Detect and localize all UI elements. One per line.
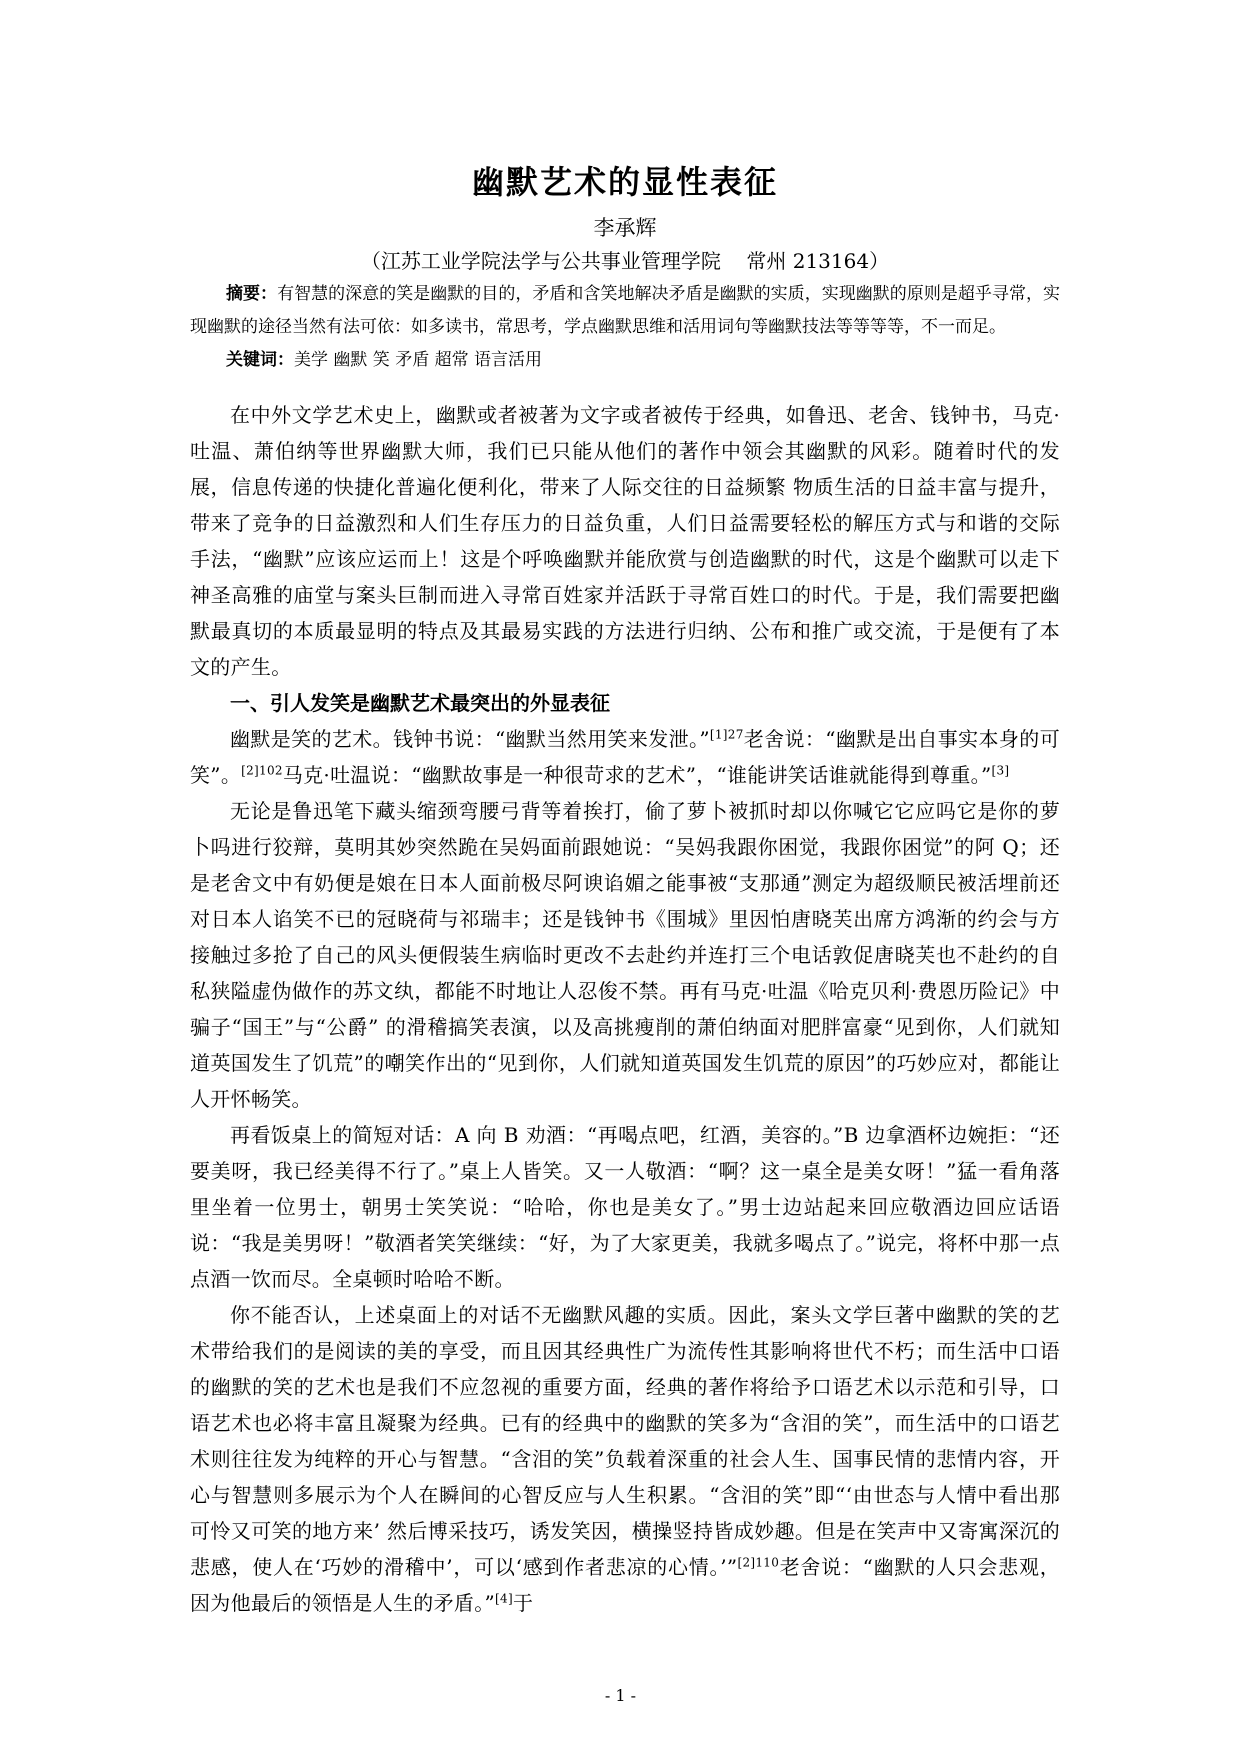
keywords-text: 美学 幽默 笑 矛盾 超常 语言活用: [294, 350, 543, 370]
document-page: [190, 160, 1060, 1621]
body-paragraph: 再看饭桌上的简短对话：A 向 B 劝酒：“再喝点吧，红酒，美容的。”B 边拿酒杯边婉拒：“还要美呀，我已经美得不行了。”桌上人皆笑。又一人敬酒：“啊？这一桌全是美女呀！”猛一看角落里坐着一位男士，朝男士笑笑说：“哈哈，你也是美女了。”男士边站起来回应敬酒边回应话语说：“我是美男呀！”敬酒者笑笑继续：“好，为了大家更美，我就多喝点了。”说完，将杯中那一点点酒一饮而尽。全桌顿时哈哈不断。: [190, 1123, 1060, 1291]
citation: [3]: [991, 763, 1010, 778]
paragraph-text: 你不能否认，上述桌面上的对话不无幽默风趣的实质。因此，案头文学巨著中幽默的笑的艺术带给我们的是阅读的美的享受，而且因其经典性广为流传性其影响将世代不朽；而生活中口语的幽默的笑的艺术也是我们不应忽视的重要方面，经典的著作将给予口语艺术以示范和引导，口语艺术也必将丰富且凝聚为经典。已有的经典中的幽默的笑多为“含泪的笑”，而生活中的口语艺术则往往发为纯粹的开心与智慧。“含泪的笑”负载着深重的社会人生、国事民情的悲情内容，开心与智慧则多展示为个人在瞬间的心智反应与人生积累。“含泪的笑”即“‘由世态与人情中看出那可怜又可笑的地方来’ 然后博采技巧，诱发笑因，横操竖持皆成妙趣。但是在笑声中又寄寓深沉的悲感，使人在‘巧妙的滑稽中’，可以‘感到作者悲凉的心情。’”: [190, 1303, 1060, 1579]
intro-paragraph: 在中外文学艺术史上，幽默或者被著为文字或者被传于经典，如鲁迅、老舍、钱钟书，马克·吐温、萧伯纳等世界幽默大师，我们已只能从他们的著作中领会其幽默的风彩。随着时代的发展，信息传递的快捷化普遍化便利化，带来了人际交往的日益频繁 物质生活的日益丰富与提升，带来了竞争的日益激烈和人们生存压力的日益负重，人们日益需要轻松的解压方式与和谐的交际手法，“幽默”应该应运而上！这是个呼唤幽默并能欣赏与创造幽默的时代，这是个幽默可以走下神圣高雅的庙堂与案头巨制而进入寻常百姓家并活跃于寻常百姓口的时代。于是，我们需要把幽默最真切的本质最显明的特点及其最易实践的方法进行归纳、公布和推广或交流，于是便有了本文的产生。: [190, 403, 1060, 679]
paragraph-text: 老舍说：“幽默的人只会悲观，因为他最后的领悟是人生的矛盾。”: [190, 1555, 1060, 1615]
citation: [2]102: [241, 763, 283, 778]
keywords-label: 关键词：: [226, 350, 294, 370]
abstract-text: 有智慧的深意的笑是幽默的目的，矛盾和含笑地解决矛盾是幽默的实质，实现幽默的原则是超乎寻常，实现幽默的途径当然有法可依：如多读书，常思考，学点幽默思维和活用词句等幽默技法等等等等，不一而足。: [190, 284, 1060, 337]
keywords: [190, 344, 1060, 377]
paragraph-text: 马克·吐温说：“幽默故事是一种很苛求的艺术”，“谁能讲笑话谁就能得到尊重。”: [282, 763, 992, 787]
abstract: [190, 278, 1060, 344]
body-paragraph: [190, 721, 1060, 793]
paragraph-text: 幽默是笑的艺术。钱钟书说：“幽默当然用笑来发泄。”: [230, 727, 710, 751]
body-paragraph: [190, 1297, 1060, 1621]
page-title: 幽默艺术的显性表征: [471, 163, 778, 201]
page-number: - 1 -: [604, 1686, 637, 1705]
affiliation-city: 常州: [746, 249, 787, 273]
affiliation-institution: （江苏工业学院法学与公共事业管理学院: [360, 249, 721, 273]
paragraph-text: 老舍说：“幽默是出自事实本身的可笑”。: [190, 727, 1060, 787]
author-name: 李承辉: [593, 216, 657, 240]
citation: [4]: [495, 1591, 513, 1606]
affiliation: [190, 246, 1060, 276]
body-paragraph: 无论是鲁迅笔下藏头缩颈弯腰弓背等着挨打，偷了萝卜被抓时却以你喊它它应吗它是你的萝卜吗进行狡辩，莫明其妙突然跪在吴妈面前跟她说：“吴妈我跟你困觉，我跟你困觉”的阿 Q；还是老舍文中有奶便是娘在日本人面前极尽阿谀谄媚之能事被“支那通”测定为超级顺民被活埋前还对日本人谄笑不已的冠晓荷与祁瑞丰；还是钱钟书《围城》里因怕唐晓芙出席方鸿渐的约会与方接触过多抢了自己的风头便假装生病临时更改不去赴约并连打三个电话敦促唐晓芙也不赴约的自私狭隘虚伪做作的苏文纨，都能不时地让人忍俊不禁。再有马克·吐温《哈克贝利·费恩历险记》中骗子“国王”与“公爵” 的滑稽搞笑表演，以及高挑瘦削的萧伯纳面对肥胖富豪“见到你，人们就知道英国发生了饥荒”的嘲笑作出的“见到你，人们就知道英国发生饥荒的原因”的巧妙应对，都能让人开怀畅笑。: [190, 799, 1060, 1111]
citation: [1]27: [709, 727, 744, 742]
abstract-label: 摘要：: [226, 284, 278, 304]
paragraph-text: 于: [512, 1591, 534, 1615]
citation: [2]110: [737, 1555, 780, 1570]
affiliation-postcode: 213164）: [792, 249, 890, 273]
section-heading: 一、引人发笑是幽默艺术最突出的外显表征: [230, 691, 610, 715]
